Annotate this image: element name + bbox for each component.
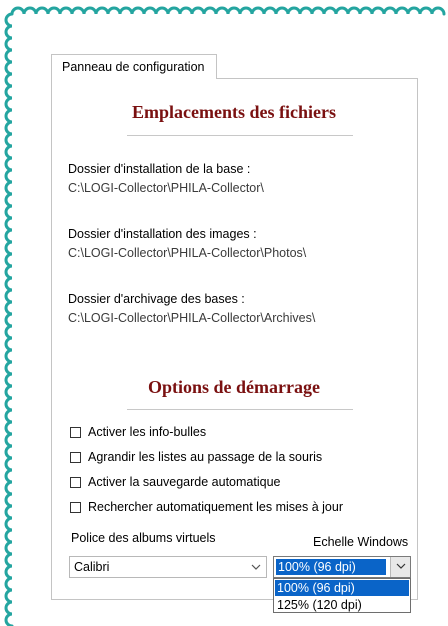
archive-folder-path[interactable]: C:\LOGI-Collector\PHILA-Collector\Archives\ — [68, 311, 316, 325]
scale-select[interactable] — [273, 556, 411, 578]
scale-select-value: 100% (96 dpi) — [276, 559, 386, 575]
chevron-down-icon — [393, 558, 409, 574]
auto-update-label: Rechercher automatiquement les mises à jour — [88, 500, 343, 514]
autosave-label: Activer la sauvegarde automatique — [88, 475, 281, 489]
chevron-down-icon[interactable] — [248, 559, 264, 575]
option-autosave[interactable] — [70, 474, 280, 490]
configuration-panel — [51, 78, 418, 600]
scale-option-100[interactable]: 100% (96 dpi) — [275, 580, 409, 596]
startup-section-title: Options de démarrage — [148, 377, 320, 397]
enlarge-lists-label: Agrandir les listes au passage de la souris — [88, 450, 323, 464]
scale-option-125[interactable]: 125% (120 dpi) — [277, 598, 362, 612]
images-folder-path[interactable]: C:\LOGI-Collector\PHILA-Collector\Photos\ — [68, 246, 307, 260]
autosave-checkbox[interactable] — [70, 477, 81, 488]
archive-folder-label: Dossier d'archivage des bases : — [68, 292, 245, 306]
font-select-value: Calibri — [74, 560, 110, 574]
option-auto-update[interactable] — [70, 499, 343, 515]
tab-label: Panneau de configuration — [62, 60, 205, 74]
font-select[interactable] — [69, 556, 267, 578]
scale-select-label: Echelle Windows — [313, 535, 409, 549]
option-enlarge-lists[interactable] — [70, 449, 322, 465]
scale-dropdown-list — [273, 578, 411, 613]
tooltips-checkbox[interactable] — [70, 427, 81, 438]
font-select-label: Police des albums virtuels — [71, 531, 216, 545]
option-tooltips[interactable] — [70, 424, 206, 440]
tooltips-label: Activer les info-bulles — [88, 425, 207, 439]
base-folder-path[interactable]: C:\LOGI-Collector\PHILA-Collector\ — [68, 181, 264, 195]
files-section-title: Emplacements des fichiers — [132, 102, 336, 122]
images-folder-label: Dossier d'installation des images : — [68, 227, 257, 241]
scale-dropdown-button[interactable] — [390, 557, 410, 577]
enlarge-lists-checkbox[interactable] — [70, 452, 81, 463]
files-section-separator — [127, 135, 353, 136]
startup-section-separator — [127, 409, 353, 410]
tab-configuration-panel[interactable] — [51, 54, 217, 79]
auto-update-checkbox[interactable] — [70, 502, 81, 513]
base-folder-label: Dossier d'installation de la base : — [68, 162, 251, 176]
